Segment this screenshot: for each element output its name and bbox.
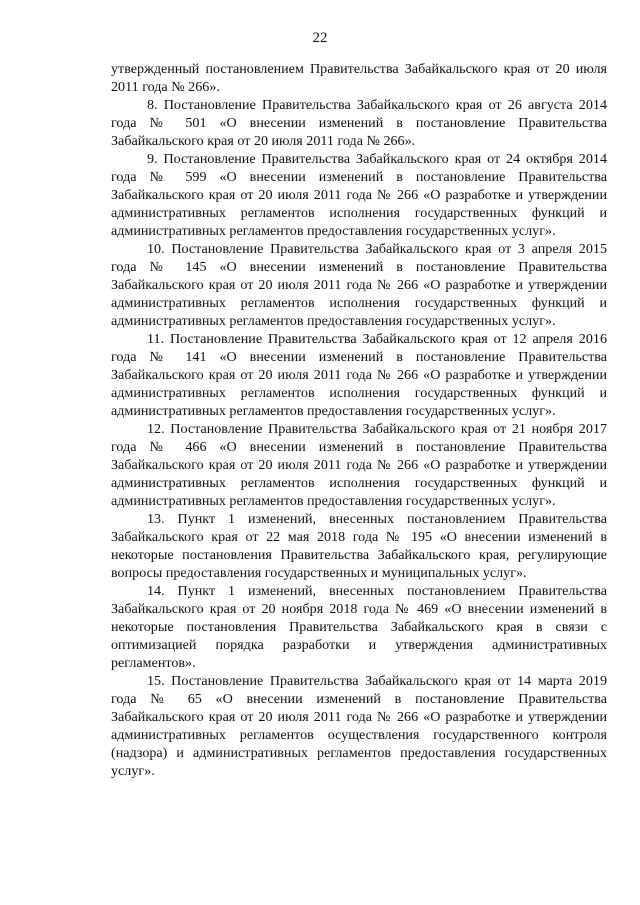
paragraph-item-13: 13. Пункт 1 изменений, внесенных постановлением Правительства Забайкальского края от 22 мая 2018 года № 195 «О внесении изменений в некоторые постановления Правительства Забайкальского края, регулирующие вопросы предоставления государственных и муниципальных услуг». bbox=[111, 511, 607, 581]
paragraph-item-9: 9. Постановление Правительства Забайкальского края от 24 октября 2014 года № 599 «О внесении изменений в постановление Правительства Забайкальского края от 20 июля 2011 года № 266 «О разработке и утверждении административных регламентов исполнения государственных функций и административных регламентов предоставления государственных услуг». bbox=[111, 151, 607, 239]
paragraph-item-15: 15. Постановление Правительства Забайкальского края от 14 марта 2019 года № 65 «О внесении изменений в постановление Правительства Забайкальского края от 20 июля 2011 года № 266 «О разработке и утверждении административных регламентов осуществления государственного контроля (надзора) и административных регламентов предоставления государственных услуг». bbox=[111, 673, 607, 779]
paragraph-item-14: 14. Пункт 1 изменений, внесенных постановлением Правительства Забайкальского края от 20 ноября 2018 года № 469 «О внесении изменений в некоторые постановления Правительства Забайкальского края в связи с оптимизацией порядка разработки и утверждения административных регламентов». bbox=[111, 583, 607, 671]
body-text bbox=[111, 60, 607, 780]
page-number: 22 bbox=[312, 30, 328, 46]
paragraph-item-10: 10. Постановление Правительства Забайкальского края от 3 апреля 2015 года № 145 «О внесении изменений в постановление Правительства Забайкальского края от 20 июля 2011 года № 266 «О разработке и утверждении административных регламентов исполнения государственных функций и административных регламентов предоставления государственных услуг». bbox=[111, 241, 607, 329]
paragraph-item-8: 8. Постановление Правительства Забайкальского края от 26 августа 2014 года № 501 «О внесении изменений в постановление Правительства Забайкальского края от 20 июля 2011 года № 266». bbox=[111, 97, 607, 149]
paragraph-item-11: 11. Постановление Правительства Забайкальского края от 12 апреля 2016 года № 141 «О внесении изменений в постановление Правительства Забайкальского края от 20 июля 2011 года № 266 «О разработке и утверждении административных регламентов исполнения государственных функций и административных регламентов предоставления государственных услуг». bbox=[111, 331, 607, 419]
paragraph-item-12: 12. Постановление Правительства Забайкальского края от 21 ноября 2017 года № 466 «О внесении изменений в постановление Правительства Забайкальского края от 20 июля 2011 года № 266 «О разработке и утверждении административных регламентов исполнения государственных функций и административных регламентов предоставления государственных услуг». bbox=[111, 421, 607, 509]
paragraph-continuation: утвержденный постановлением Правительства Забайкальского края от 20 июля 2011 года № 266». bbox=[111, 61, 607, 95]
